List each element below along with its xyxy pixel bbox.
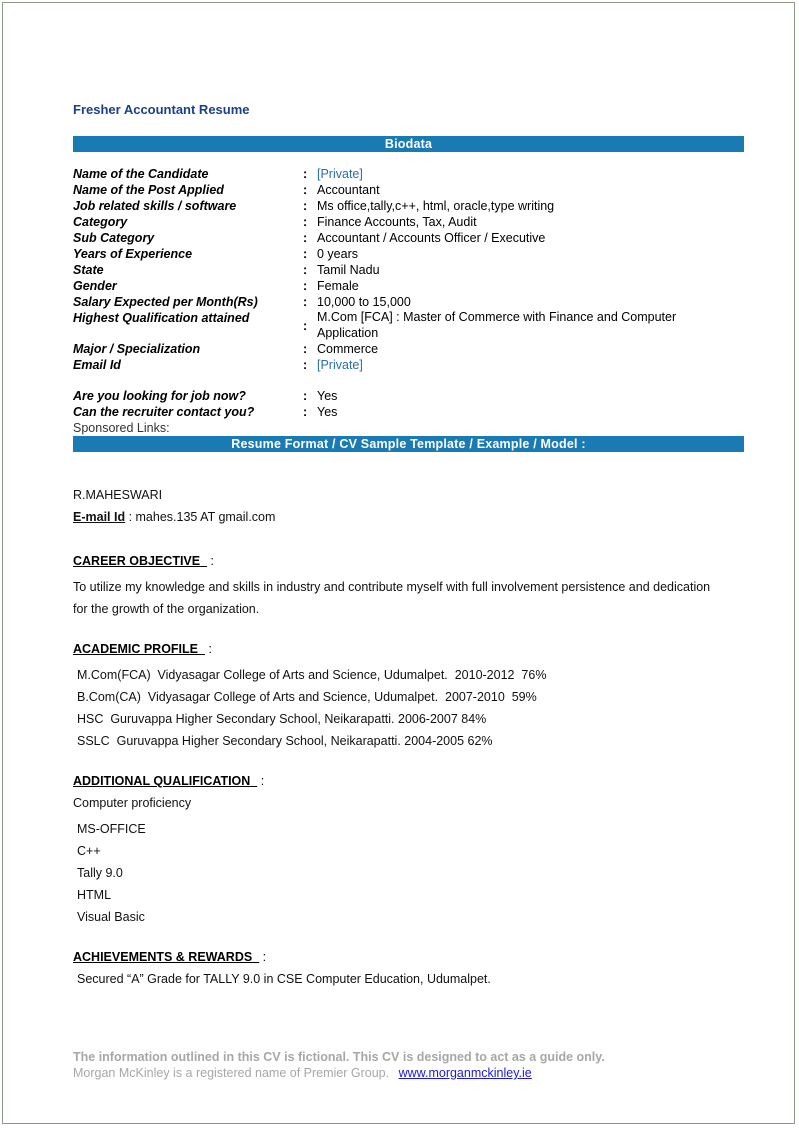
heading-colon: : (208, 642, 212, 656)
biodata-label: Highest Qualification attained (73, 311, 250, 325)
biodata-section (73, 166, 713, 436)
biodata-value: 0 years (317, 247, 358, 261)
biodata-label: Gender (73, 279, 117, 293)
job-question-value: Yes (317, 405, 338, 419)
email-line (73, 510, 275, 524)
biodata-header-bar: Biodata (73, 136, 744, 152)
footer-link[interactable]: www.morganmckinley.ie (398, 1066, 532, 1080)
biodata-row (73, 246, 713, 262)
additional-qualification-heading (73, 774, 264, 788)
biodata-label: Name of the Post Applied (73, 183, 224, 197)
biodata-row (73, 294, 713, 310)
qualification-list (77, 818, 146, 928)
biodata-value: [Private] (317, 358, 363, 372)
biodata-row (73, 341, 713, 357)
section-heading-text: ACHIEVEMENTS & REWARDS (73, 950, 253, 964)
biodata-row (73, 166, 713, 182)
biodata-value: Finance Accounts, Tax, Audit (317, 215, 477, 229)
section-heading-text: ACADEMIC PROFILE (73, 642, 198, 656)
qualification-item: MS-OFFICE (77, 822, 146, 836)
biodata-row (73, 198, 713, 214)
sponsored-links-label: Sponsored Links: (73, 421, 170, 435)
format-header-bar: Resume Format / CV Sample Template / Example / Model : (73, 436, 744, 452)
achievement-text: Secured “A” Grade for TALLY 9.0 in CSE Computer Education, Udumalpet. (77, 972, 491, 986)
biodata-row (73, 182, 713, 198)
section-heading-text: ADDITIONAL QUALIFICATION (73, 774, 251, 788)
biodata-row (73, 278, 713, 294)
biodata-colon: : (303, 183, 308, 197)
achievements-heading (73, 950, 266, 964)
biodata-colon: : (303, 405, 308, 419)
email-value: : mahes.135 AT gmail.com (128, 510, 276, 524)
biodata-colon: : (303, 199, 308, 213)
biodata-colon: : (303, 389, 308, 403)
section-heading-text: CAREER OBJECTIVE (73, 554, 201, 568)
biodata-colon: : (303, 319, 308, 333)
biodata-label: Category (73, 215, 128, 229)
footer-registered (73, 1066, 532, 1080)
biodata-colon: : (303, 247, 308, 261)
biodata-value: M.Com [FCA] : Master of Commerce with Finance and Computer Application (317, 310, 677, 340)
biodata-value: Ms office,tally,c++, html, oracle,type writing (317, 199, 555, 213)
biodata-value: Tamil Nadu (317, 263, 380, 277)
spacer (73, 373, 713, 388)
page-title: Fresher Accountant Resume (73, 102, 250, 117)
footer-disclaimer: The information outlined in this CV is fictional. This CV is designed to act as a guide only. (73, 1050, 605, 1064)
biodata-colon: : (303, 215, 308, 229)
qualification-item: Tally 9.0 (77, 866, 123, 880)
biodata-label: State (73, 263, 104, 277)
email-label: E-mail Id (73, 510, 126, 524)
job-question-row (73, 404, 713, 420)
footer-registered-text: Morgan McKinley is a registered name of Premier Group. (73, 1066, 390, 1080)
qualification-item: HTML (77, 888, 112, 902)
resume-page (2, 2, 795, 1124)
biodata-row (73, 230, 713, 246)
academic-profile-heading (73, 642, 212, 656)
biodata-row (73, 357, 713, 373)
biodata-label: Sub Category (73, 231, 155, 245)
job-question-label: Can the recruiter contact you? (73, 405, 255, 419)
candidate-name: R.MAHESWARI (73, 488, 163, 502)
biodata-colon: : (303, 342, 308, 356)
biodata-value: [Private] (317, 167, 363, 181)
biodata-colon: : (303, 358, 308, 372)
academic-item: B.Com(CA) Vidyasagar College of Arts and Science, Udumalpet. 2007-2010 59% (77, 690, 537, 704)
biodata-label: Major / Specialization (73, 342, 201, 356)
biodata-value: Accountant / Accounts Officer / Executive (317, 231, 546, 245)
heading-colon: : (262, 950, 267, 964)
academic-item: SSLC Guruvappa Higher Secondary School, Neikarapatti. 2004-2005 62% (77, 734, 493, 748)
job-question-label: Are you looking for job now? (73, 389, 246, 403)
biodata-value: Accountant (317, 183, 380, 197)
career-objective-heading (73, 554, 214, 568)
biodata-row (73, 214, 713, 230)
biodata-colon: : (303, 263, 308, 277)
biodata-label: Job related skills / software (73, 199, 237, 213)
academic-item: HSC Guruvappa Higher Secondary School, Neikarapatti. 2006-2007 84% (77, 712, 487, 726)
biodata-label: Name of the Candidate (73, 167, 209, 181)
biodata-colon: : (303, 167, 308, 181)
heading-colon: : (260, 774, 265, 788)
qualification-item: Visual Basic (77, 910, 145, 924)
job-question-row (73, 388, 713, 404)
biodata-label: Email Id (73, 358, 121, 372)
biodata-label: Years of Experience (73, 247, 193, 261)
biodata-colon: : (303, 279, 308, 293)
biodata-value: 10,000 to 15,000 (317, 295, 411, 309)
academic-list (77, 664, 546, 752)
biodata-label: Salary Expected per Month(Rs) (73, 295, 258, 309)
heading-colon: : (210, 554, 215, 568)
computer-proficiency-label: Computer proficiency (73, 796, 192, 810)
qualification-item: C++ (77, 844, 101, 858)
biodata-value: Commerce (317, 342, 379, 356)
biodata-colon: : (303, 231, 308, 245)
biodata-row (73, 262, 713, 278)
academic-item: M.Com(FCA) Vidyasagar College of Arts and Science, Udumalpet. 2010-2012 76% (77, 668, 547, 682)
job-question-value: Yes (317, 389, 338, 403)
biodata-row (73, 310, 713, 341)
biodata-value: Female (317, 279, 359, 293)
biodata-colon: : (303, 295, 308, 309)
career-objective-text: To utilize my knowledge and skills in industry and contribute myself with full involvement persistence and dedication for the growth of the organization. (73, 580, 711, 616)
